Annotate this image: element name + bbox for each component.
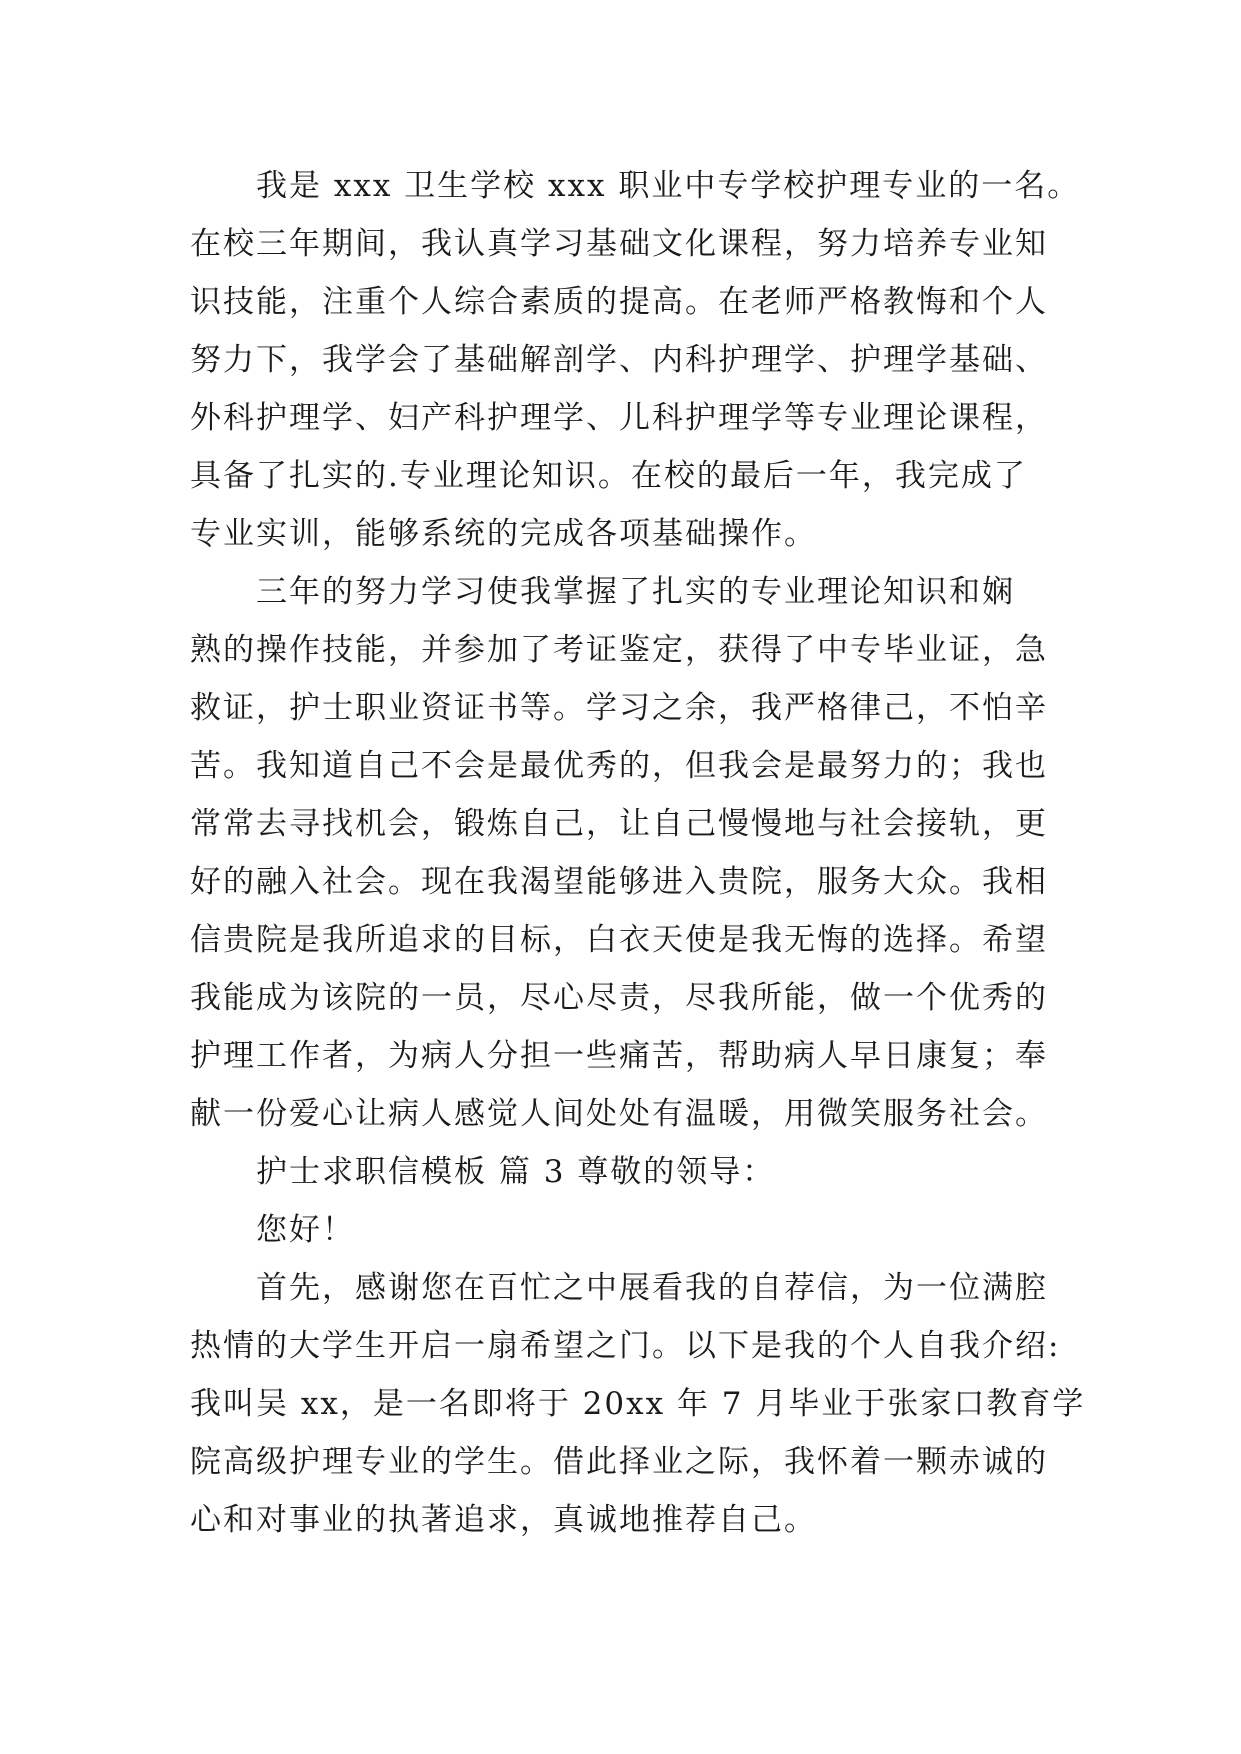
document-body bbox=[190, 157, 1086, 1549]
paragraph-line: 我能成为该院的一员，尽心尽责，尽我所能，做一个优秀的 bbox=[190, 980, 1048, 1016]
paragraph-line: 我是 xxx 卫生学校 xxx 职业中专学校护理专业的一名。 bbox=[256, 168, 1081, 204]
paragraph-line: 献一份爱心让病人感觉人间处处有温暖，用微笑服务社会。 bbox=[190, 1096, 1048, 1132]
paragraph-line: 护理工作者，为病人分担一些痛苦，帮助病人早日康复；奉 bbox=[190, 1038, 1048, 1074]
paragraph-line: 热情的大学生开启一扇希望之门。以下是我的个人自我介绍: bbox=[190, 1328, 1061, 1364]
section-heading: 护士求职信模板 篇 3 尊敬的领导： bbox=[256, 1154, 776, 1190]
paragraph-line: 我叫吴 xx，是一名即将于 20xx 年 7 月毕业于张家口教育学 bbox=[190, 1386, 1086, 1422]
paragraph-line: 外科护理学、妇产科护理学、儿科护理学等专业理论课程， bbox=[190, 400, 1048, 436]
paragraph-line: 努力下，我学会了基础解剖学、内科护理学、护理学基础、 bbox=[190, 342, 1048, 378]
paragraph-line: 识技能，注重个人综合素质的提高。在老师严格教悔和个人 bbox=[190, 284, 1048, 320]
paragraph-line: 熟的操作技能，并参加了考证鉴定，获得了中专毕业证，急 bbox=[190, 632, 1048, 668]
paragraph-line: 具备了扎实的.专业理论知识。在校的最后一年，我完成了 bbox=[190, 458, 1027, 494]
paragraph-line: 专业实训，能够系统的完成各项基础操作。 bbox=[190, 516, 817, 552]
paragraph-line: 救证，护士职业资证书等。学习之余，我严格律己，不怕辛 bbox=[190, 690, 1048, 726]
paragraph-line: 常常去寻找机会，锻炼自己，让自己慢慢地与社会接轨，更 bbox=[190, 806, 1048, 842]
paragraph-line: 心和对事业的执著追求，真诚地推荐自己。 bbox=[190, 1502, 817, 1538]
paragraph-line: 信贵院是我所追求的目标，白衣天使是我无悔的选择。希望 bbox=[190, 922, 1048, 958]
paragraph-line: 院高级护理专业的学生。借此择业之际，我怀着一颗赤诚的 bbox=[190, 1444, 1048, 1480]
paragraph-line: 首先，感谢您在百忙之中展看我的自荐信，为一位满腔 bbox=[256, 1270, 1048, 1306]
paragraph-line: 苦。我知道自己不会是最优秀的，但我会是最努力的；我也 bbox=[190, 748, 1048, 784]
greeting: 您好！ bbox=[256, 1212, 355, 1248]
paragraph-line: 好的融入社会。现在我渴望能够进入贵院，服务大众。我相 bbox=[190, 864, 1048, 900]
paragraph-line: 在校三年期间，我认真学习基础文化课程，努力培养专业知 bbox=[190, 226, 1048, 262]
paragraph-line: 三年的努力学习使我掌握了扎实的专业理论知识和娴 bbox=[256, 574, 1015, 610]
